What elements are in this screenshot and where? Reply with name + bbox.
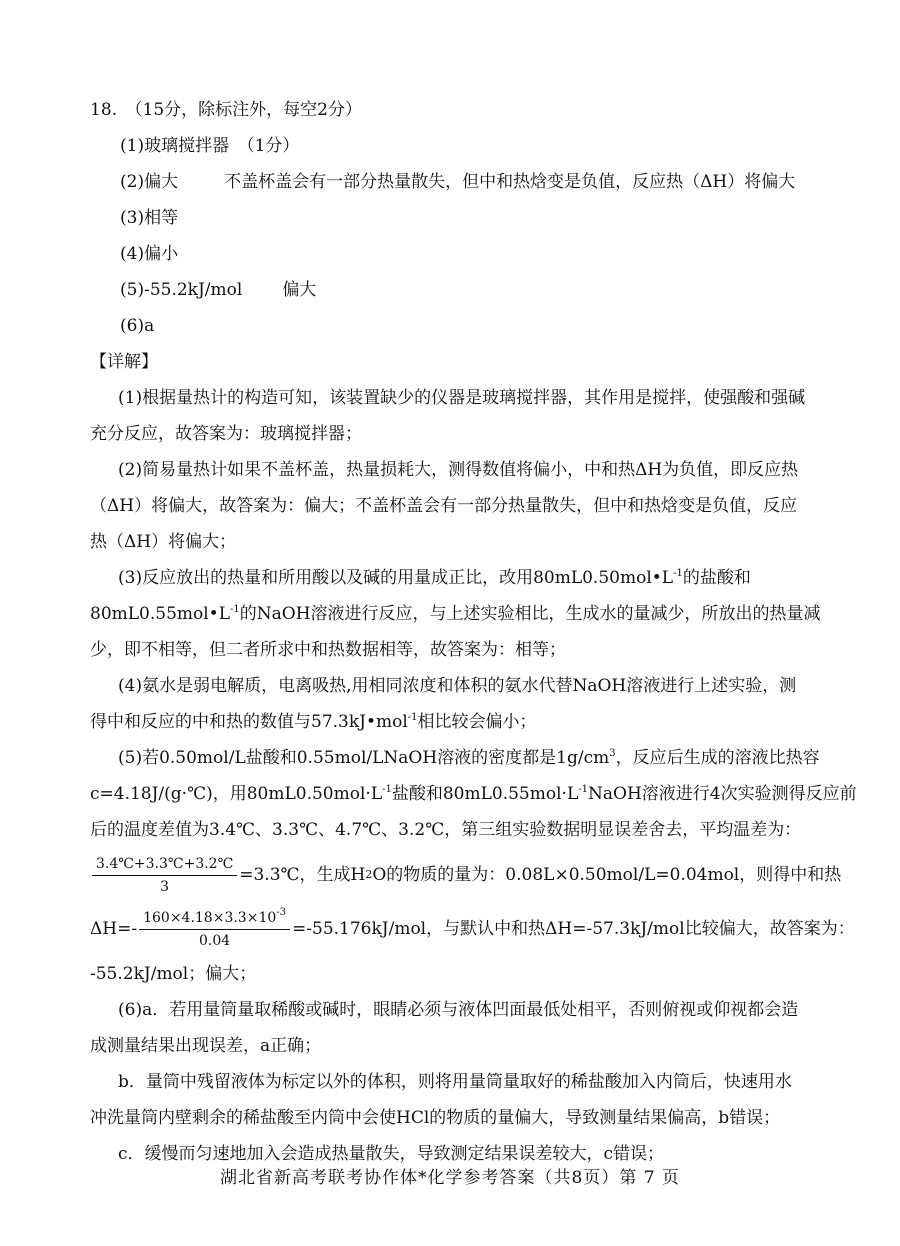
detail-6-line-2: 成测量结果出现误差，a正确； (90, 1036, 322, 1056)
answer-1: (1)玻璃搅拌器 （1分） (120, 136, 300, 156)
detail-1-line-1: (1)根据量热计的构造可知，该装置缺少的仪器是玻璃搅拌器，其作用是搅拌，使强酸和强碱 (118, 388, 806, 408)
detail-1-line-2: 充分反应，故答案为：玻璃搅拌器； (90, 424, 362, 444)
detail-2-line-1: (2)简易量热计如果不盖杯盖，热量损耗大，测得数值将偏小，中和热ΔH为负值，即反应热 (118, 460, 799, 480)
text-span: 得中和反应的中和热的数值与57.3kJ•mol (90, 712, 408, 732)
detail-4-line-2 (90, 704, 810, 740)
fraction-denominator: 0.04 (198, 932, 231, 949)
text-span: 相比较会偏小； (417, 712, 537, 732)
superscript: -1 (673, 568, 683, 579)
detail-6-line-3: b．量筒中残留液体为标定以外的体积，则将用量筒量取好的稀盐酸加入内筒后，快速用水 (118, 1072, 792, 1092)
detail-6-line-1: (6)a．若用量筒量取稀酸或碱时，眼睛必须与液体凹面最低处相平，否则俯视或仰视都会造 (118, 1000, 799, 1020)
text-span: ，反应后生成的溶液比热容 (615, 748, 820, 768)
page-content (90, 92, 857, 1172)
average-temperature-fraction (92, 853, 237, 898)
answer-5 (90, 272, 810, 308)
text-span: NaOH溶液进行4次实验测得反应前 (588, 784, 857, 804)
detail-5-line-4: $\frac{3.4℃+3.3℃+3.2℃}{3}$ =3.3℃，生成H 2 O的物质的量为：0.08L×0.50mol/L=0.04mol，则得中和热 (90, 848, 810, 902)
answer-5-text: 偏大 (282, 280, 317, 300)
text-span: 的盐酸和 (682, 568, 751, 588)
answer-6: (6)a (120, 316, 155, 336)
text-span: 的NaOH溶液进行反应，与上述实验相比，生成水的量减少，所放出的热量减 (239, 604, 821, 624)
detail-header: 【详解】 (90, 352, 158, 372)
answer-4: (4)偏小 (120, 244, 179, 264)
enthalpy-fraction (139, 907, 290, 952)
detail-5-line-1 (90, 740, 820, 776)
detail-3-line-2 (90, 596, 821, 632)
superscript: -1 (230, 604, 240, 615)
detail-3-line-3: 少，即不相等，但二者所求中和热数据相等，故答案为：相等； (90, 640, 566, 660)
detail-5-line-3: 后的温度差值为3.4℃、3.3℃、4.7℃、3.2℃，第三组实验数据明显误差舍去，平均温差为： (90, 820, 802, 840)
fraction-numerator (139, 907, 290, 930)
detail-6-line-5: c．缓慢而匀速地加入会造成热量散失，导致测定结果误差较大，c错误； (118, 1144, 665, 1164)
detail-3-line-1 (90, 560, 810, 596)
answer-2-text: 不盖杯盖会有一部分热量散失，但中和热焓变是负值，反应热（ΔH）将偏大 (224, 172, 796, 192)
detail-5-line-6: -55.2kJ/mol；偏大； (90, 964, 257, 984)
detail-6-line-4: 冲洗量筒内壁剩余的稀盐酸至内筒中会使HCl的物质的量偏大，导致测量结果偏高，b错误； (90, 1108, 781, 1128)
text-span: (3)反应放出的热量和所用酸以及碱的用量成正比，改用80mL0.50mol•L (118, 568, 674, 588)
detail-5-line-5 (90, 902, 855, 956)
detail-2-line-3: 热（ΔH）将偏大； (90, 532, 237, 552)
superscript: -1 (407, 712, 418, 723)
question-header: 18. （15分，除标注外，每空2分） (90, 100, 362, 120)
superscript: -1 (578, 784, 588, 795)
fraction-denominator: 3 (160, 878, 170, 895)
detail-2-line-2: （ΔH）将偏大，故答案为：偏大；不盖杯盖会有一部分热量散失，但中和热焓变是负值，反应 (90, 496, 798, 516)
page-footer: 湖北省新高考联考协作体*化学参考答案（共8页）第 7 页 (220, 1168, 680, 1188)
text-span: O的物质的量为：0.08L×0.50mol/L=0.04mol，则得中和热 (372, 865, 842, 885)
superscript: 3 (609, 748, 616, 759)
answer-3: (3)相等 (120, 208, 179, 228)
text-span: =3.3℃，生成H (239, 865, 366, 885)
answer-5-label: (5)-55.2kJ/mol (120, 280, 243, 300)
detail-5-line-2 (90, 776, 857, 812)
detail-4-line-1: (4)氨水是弱电解质，电离吸热,用相同浓度和体积的氨水代替NaOH溶液进行上述实验，测 (118, 676, 797, 696)
superscript: -1 (382, 784, 392, 795)
fraction-numerator: 3.4℃+3.3℃+3.2℃ (92, 853, 237, 876)
text-span: 80mL0.55mol•L (90, 604, 231, 624)
text-span: c=4.18J/(g·℃)，用80mL0.50mol·L (90, 784, 383, 804)
superscript: -3 (276, 906, 287, 918)
text-span: 160×4.18×3.3×10 (143, 909, 277, 926)
text-span: 盐酸和80mL0.55mol·L (391, 784, 579, 804)
answer-2-label: (2)偏大 (120, 172, 179, 192)
answer-2 (90, 164, 810, 200)
text-span: ΔH=- (90, 919, 138, 939)
text-span: (5)若0.50mol/L盐酸和0.55mol/LNaOH溶液的密度都是1g/cm (118, 748, 610, 768)
text-span: =-55.176kJ/mol，与默认中和热ΔH=-57.3kJ/mol比较偏大，故答案为： (292, 919, 855, 939)
